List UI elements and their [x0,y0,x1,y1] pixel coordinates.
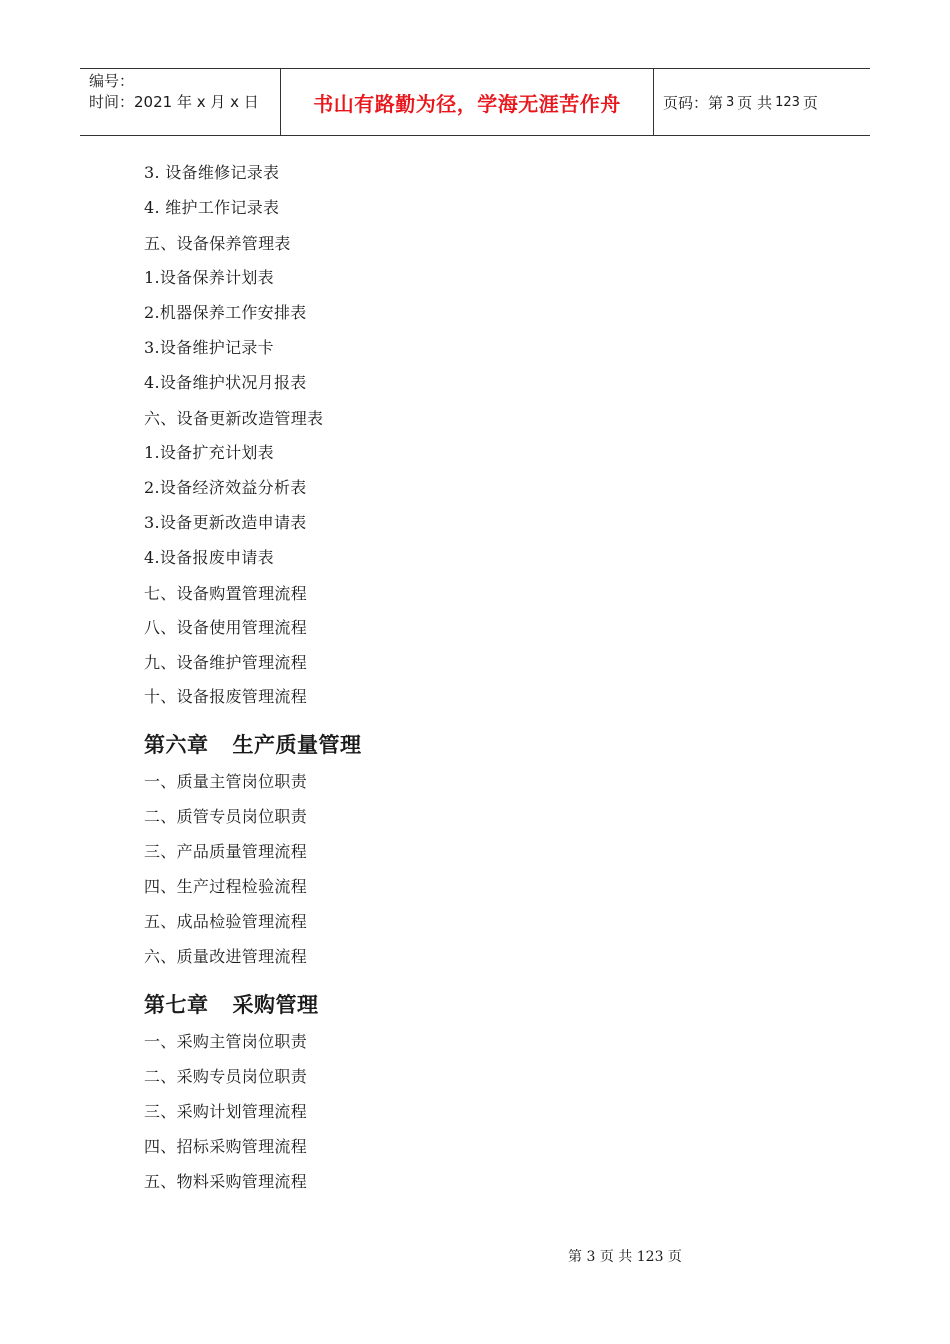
chapter-title: 采购管理 [232,992,319,1017]
page-mid: 页 共 [737,93,773,112]
toc-item: 1.设备保养计划表 [144,268,274,287]
page-footer: 第 3 页 共 123 页 [568,1249,682,1265]
toc-item: 二、采购专员岗位职责 [144,1067,308,1086]
number-label: 编号： [89,72,135,90]
page-number: 3 [726,94,735,110]
toc-item: 五、物料采购管理流程 [144,1172,308,1191]
page-suffix: 页 [802,93,818,112]
time-label: 时间：2021 年 x 月 x 日 [89,93,259,111]
toc-item: 七、设备购置管理流程 [144,584,308,603]
toc-item: 3.设备更新改造申请表 [144,513,307,532]
header-page-info [654,69,870,135]
motto: 书山有路勤为径，学海无涯苦作舟 [313,91,621,116]
toc-item: 3. 设备维修记录表 [144,163,280,182]
toc-item: 三、采购计划管理流程 [144,1102,308,1121]
toc-item: 一、采购主管岗位职责 [144,1032,308,1051]
toc-item: 一、质量主管岗位职责 [144,772,308,791]
page-header [80,68,870,136]
toc-item: 六、设备更新改造管理表 [144,409,324,428]
toc-item: 2.设备经济效益分析表 [144,478,307,497]
toc-item: 3.设备维护记录卡 [144,338,274,357]
toc-item: 四、生产过程检验流程 [144,877,308,896]
toc-item: 三、产品质量管理流程 [144,842,308,861]
chapter-heading-7 [144,989,319,1019]
page-total: 123 [775,94,800,110]
chapter-number: 第七章 [144,992,209,1017]
toc-item: 五、成品检验管理流程 [144,912,308,931]
toc-item: 八、设备使用管理流程 [144,618,308,637]
toc-item: 四、招标采购管理流程 [144,1137,308,1156]
toc-item: 九、设备维护管理流程 [144,653,308,672]
toc-item: 二、质管专员岗位职责 [144,807,308,826]
toc-item: 4. 维护工作记录表 [144,198,280,217]
toc-item: 十、设备报废管理流程 [144,687,308,706]
toc-item: 六、质量改进管理流程 [144,947,308,966]
toc-item: 4.设备维护状况月报表 [144,373,307,392]
toc-item: 4.设备报废申请表 [144,548,274,567]
chapter-heading-6 [144,729,362,759]
toc-item: 五、设备保养管理表 [144,234,291,253]
chapter-title: 生产质量管理 [232,732,362,757]
header-motto-cell [281,69,654,135]
chapter-number: 第六章 [144,732,209,757]
page-prefix: 页码：第 [663,93,724,112]
toc-item: 1.设备扩充计划表 [144,443,274,462]
header-meta [80,69,281,135]
toc-item: 2.机器保养工作安排表 [144,303,307,322]
